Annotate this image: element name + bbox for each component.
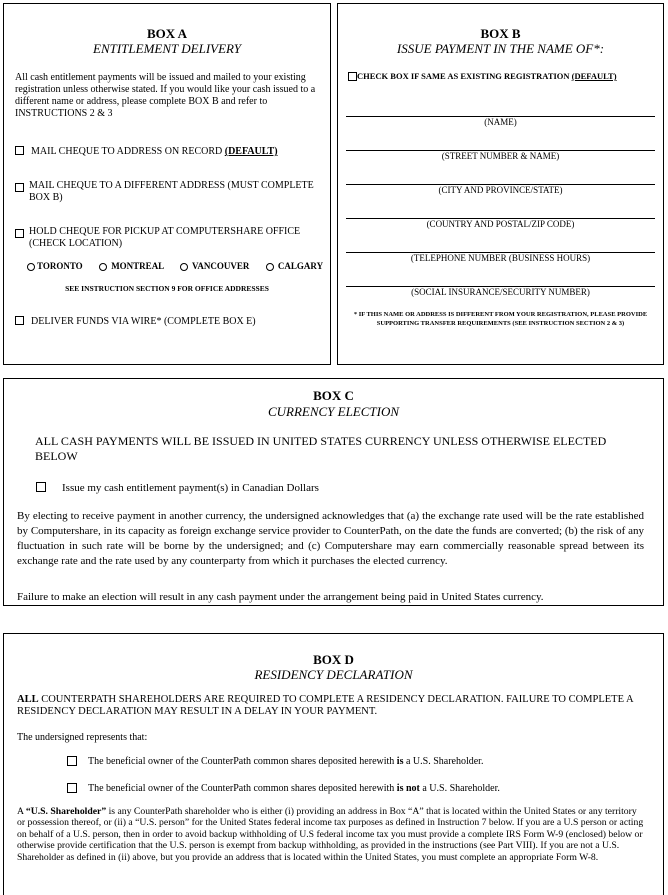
residency-statement: ALL COUNTERPATH SHAREHOLDERS ARE REQUIRED TO COMPLETE A RESIDENCY DECLARATION. FAILURE TO COMPLETE A RESIDENCY DECLARATION MAY RESULT IN A DELAY IN YOUR PAYMENT. xyxy=(17,694,634,717)
checkbox[interactable] xyxy=(15,229,24,238)
box-d-subtitle: RESIDENCY DECLARATION xyxy=(254,667,413,682)
box-c-subtitle: CURRENCY ELECTION xyxy=(267,404,400,419)
box-c xyxy=(3,378,664,606)
checkbox[interactable] xyxy=(15,183,24,192)
delivery-option-default[interactable]: MAIL CHEQUE TO ADDRESS ON RECORD (DEFAULT) xyxy=(15,146,278,158)
currency-statement: ALL CASH PAYMENTS WILL BE ISSUED IN UNITED STATES CURRENCY UNLESS OTHERWISE ELECTED BELOW xyxy=(35,434,607,463)
us-shareholder-definition: A “U.S. Shareholder” is any CounterPath shareholder who is either (i) providing an address in Box “A” that is located within the United States or any territory or possession thereof, or (ii) a “U.S. person” for the United States federal income tax purposes as defined in Instruction 7 below. If you are a U.S person or acting on behalf of a U.S. person, then in order to avoid backup withholding of U.S federal income tax you must provide a complete IRS Form W-9 (enclosed) below or otherwise provide certification that the U.S. person is exempt from backup withholding, as provided in the instructions (see Part VIII). If you are not a U.S. Shareholder as defined in (ii) above, but you provide an address that is located within the United States, you must complete an appropriate Form W-8. xyxy=(17,806,644,863)
currency-failure-note: Failure to make an election will result in any cash payment under the arrangement being paid in United States currency. xyxy=(17,591,544,603)
radio-icon[interactable] xyxy=(266,263,274,271)
instruction-note: SEE INSTRUCTION SECTION 9 FOR OFFICE ADDRESSES xyxy=(65,284,269,293)
location-montreal[interactable]: MONTREAL xyxy=(99,261,164,271)
box-a-title: BOX A xyxy=(146,26,188,41)
location-vancouver[interactable]: VANCOUVER xyxy=(180,261,249,271)
street-label: (STREET NUMBER & NAME) xyxy=(441,151,560,161)
canadian-dollars-option[interactable]: Issue my cash entitlement payment(s) in Canadian Dollars xyxy=(36,482,319,495)
represents-label: The undersigned represents that: xyxy=(17,732,148,743)
checkbox[interactable] xyxy=(67,756,77,766)
delivery-option-hold-pickup[interactable]: HOLD CHEQUE FOR PICKUP AT COMPUTERSHARE OFFICE (CHECK LOCATION) xyxy=(15,226,316,250)
city-label: (CITY AND PROVINCE/STATE) xyxy=(438,185,563,195)
box-b xyxy=(337,3,664,365)
radio-icon[interactable] xyxy=(180,263,188,271)
telephone-label: (TELEPHONE NUMBER (BUSINESS HOURS) xyxy=(410,253,591,263)
delivery-option-different-address[interactable]: MAIL CHEQUE TO A DIFFERENT ADDRESS (MUST COMPLETE BOX B) xyxy=(15,180,322,204)
currency-paragraph: By electing to receive payment in another currency, the undersigned acknowledges that (a) the exchange rate used will be the rate established by Computershare, in its capacity as foreign exchange service provider to CounterPath, on the date the funds are converted; (b) the risk of any fluctuation in such rate will be borne by the undersigned; and (c) Computershare may earn commercially reasonable spread between its exchange rate and the rate used by any counterparty from which it purchases the elected currency. xyxy=(17,510,644,567)
box-b-subtitle: ISSUE PAYMENT IN THE NAME OF*: xyxy=(396,41,605,56)
non-us-shareholder-option[interactable]: The beneficial owner of the CounterPath common shares deposited herewith is not a U.S. Shareholder. xyxy=(67,783,500,794)
box-d xyxy=(3,633,664,895)
pickup-locations xyxy=(27,261,323,271)
checkbox[interactable] xyxy=(15,146,24,155)
radio-icon[interactable] xyxy=(99,263,107,271)
same-as-registration-option[interactable]: CHECK BOX IF SAME AS EXISTING REGISTRATION (DEFAULT) xyxy=(348,71,617,82)
checkbox[interactable] xyxy=(15,316,24,325)
location-calgary[interactable]: CALGARY xyxy=(266,261,323,271)
radio-icon[interactable] xyxy=(27,263,35,271)
checkbox[interactable] xyxy=(36,482,46,492)
checkbox[interactable] xyxy=(67,783,77,793)
box-a-subtitle: ENTITLEMENT DELIVERY xyxy=(93,41,241,56)
sin-label: (SOCIAL INSURANCE/SECURITY NUMBER) xyxy=(411,287,590,297)
country-label: (COUNTRY AND POSTAL/ZIP CODE) xyxy=(426,219,575,229)
box-d-title: BOX D xyxy=(313,652,354,667)
location-toronto[interactable]: TORONTO xyxy=(27,261,83,271)
name-label: (NAME) xyxy=(484,117,517,127)
box-b-footnote: * IF THIS NAME OR ADDRESS IS DIFFERENT FROM YOUR REGISTRATION, PLEASE PROVIDE SUPPORTING TRANSFER REQUIREMENTS (SEE INSTRUCTION SECTION 2 & 3) xyxy=(353,311,648,327)
box-a xyxy=(3,3,331,365)
box-b-title: BOX B xyxy=(480,26,521,41)
us-shareholder-option[interactable]: The beneficial owner of the CounterPath common shares deposited herewith is a U.S. Shareholder. xyxy=(67,756,483,767)
checkbox[interactable] xyxy=(348,72,357,81)
delivery-option-wire[interactable]: DELIVER FUNDS VIA WIRE* (COMPLETE BOX E) xyxy=(15,316,256,328)
box-c-title: BOX C xyxy=(313,388,354,403)
box-a-intro: All cash entitlement payments will be issued and mailed to your existing registration unless otherwise stated. If you would like your cash issued to a different name or address, please complete BOX B and refer to INSTRUCTIONS 2 & 3 xyxy=(15,72,316,119)
